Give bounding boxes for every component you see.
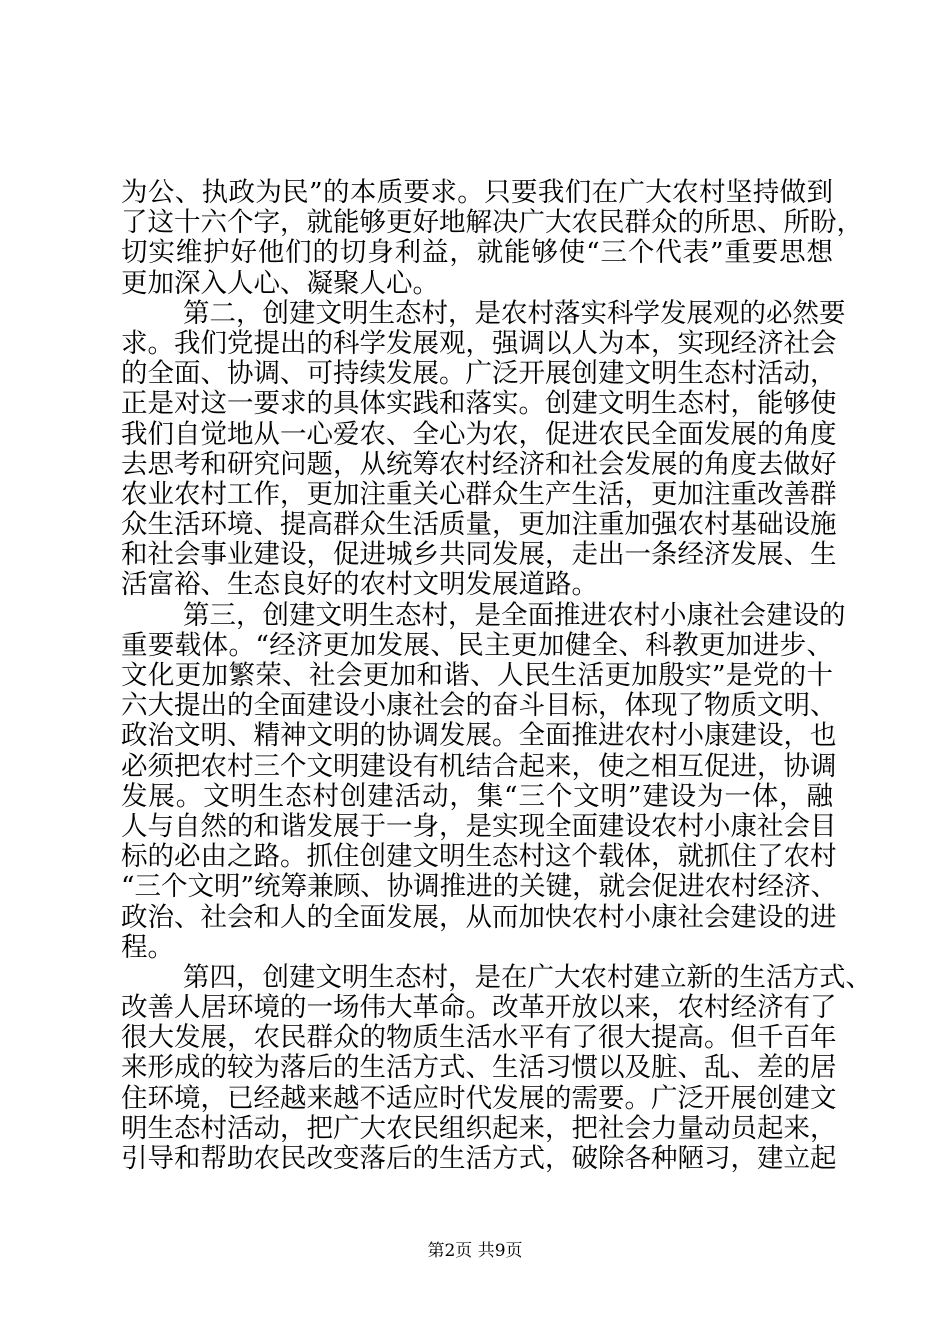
text-line: 文化更加繁荣、社会更加和谐、人民生活更加殷实”是党的十 xyxy=(121,660,833,691)
text-line: 求。我们党提出的科学发展观，强调以人为本，实现经济社会 xyxy=(121,327,837,359)
text-line: 的全面、协调、可持续发展。广泛开展创建文明生态村活动， xyxy=(121,358,837,390)
document-body xyxy=(121,177,872,1174)
text-line: 去思考和研究问题，从统筹农村经济和社会发展的角度去做好 xyxy=(121,448,837,480)
text-line: 引导和帮助农民改变落后的生活方式，破除各种陋习，建立起 xyxy=(121,1143,837,1174)
text-line: 标的必由之路。抓住创建文明生态村这个载体，就抓住了农村 xyxy=(121,841,837,873)
text-line: “三个文明”统筹兼顾、协调推进的关键，就会促进农村经济、 xyxy=(121,871,838,903)
text-line: 改善人居环境的一场伟大革命。改革开放以来，农村经济有了 xyxy=(121,992,837,1024)
text-line: 为公、执政为民”的本质要求。只要我们在广大农村坚持做到 xyxy=(121,177,833,208)
text-line: 我们自觉地从一心爱农、全心为农，促进农民全面发展的角度 xyxy=(121,418,837,450)
text-line: 住环境，已经越来越不适应时代发展的需要。广泛开展创建文 xyxy=(121,1082,837,1114)
text-line: 活富裕、生态良好的农村文明发展道路。 xyxy=(121,569,598,601)
text-line: 更加深入人心、凝聚人心。 xyxy=(121,267,439,299)
page-footer: 第2页 共9页 xyxy=(427,1241,523,1261)
text-line: 明生态村活动，把广大农民组织起来，把社会力量动员起来， xyxy=(121,1112,837,1144)
text-line: 程。 xyxy=(121,931,174,963)
text-line: 第二，创建文明生态村，是农村落实科学发展观的必然要 xyxy=(183,297,846,329)
text-line: 人与自然的和谐发展于一身，是实现全面建设农村小康社会目 xyxy=(121,810,837,842)
text-line: 农业农村工作，更加注重关心群众生产生活，更加注重改善群 xyxy=(121,478,837,510)
text-line: 众生活环境、提高群众生活质量，更加注重加强农村基础设施 xyxy=(121,509,837,541)
text-line: 正是对这一要求的具体实践和落实。创建文明生态村，能够使 xyxy=(121,388,837,420)
text-line: 必须把农村三个文明建设有机结合起来，使之相互促进，协调 xyxy=(121,750,837,782)
text-line: 了这十六个字，就能够更好地解决广大农民群众的所思、所盼， xyxy=(121,207,863,239)
text-line: 重要载体。“经济更加发展、民主更加健全、科教更加进步、 xyxy=(121,629,833,661)
text-line: 政治、社会和人的全面发展，从而加快农村小康社会建设的进 xyxy=(121,901,837,933)
text-line: 第四，创建文明生态村，是在广大农村建立新的生活方式、 xyxy=(183,961,872,993)
text-line: 来形成的较为落后的生活方式、生活习惯以及脏、乱、差的居 xyxy=(121,1052,837,1084)
text-line: 很大发展，农民群众的物质生活水平有了很大提高。但千百年 xyxy=(121,1022,837,1054)
text-line: 政治文明、精神文明的协调发展。全面推进农村小康建设，也 xyxy=(121,720,837,752)
text-line: 和社会事业建设，促进城乡共同发展，走出一条经济发展、生 xyxy=(121,539,837,571)
text-line: 六大提出的全面建设小康社会的奋斗目标，体现了物质文明、 xyxy=(121,690,837,722)
text-line: 发展。文明生态村创建活动，集“三个文明”建设为一体，融 xyxy=(121,780,833,812)
text-line: 切实维护好他们的切身利益，就能够使“三个代表”重要思想 xyxy=(121,237,833,269)
text-line: 第三，创建文明生态村，是全面推进农村小康社会建设的 xyxy=(183,599,846,631)
